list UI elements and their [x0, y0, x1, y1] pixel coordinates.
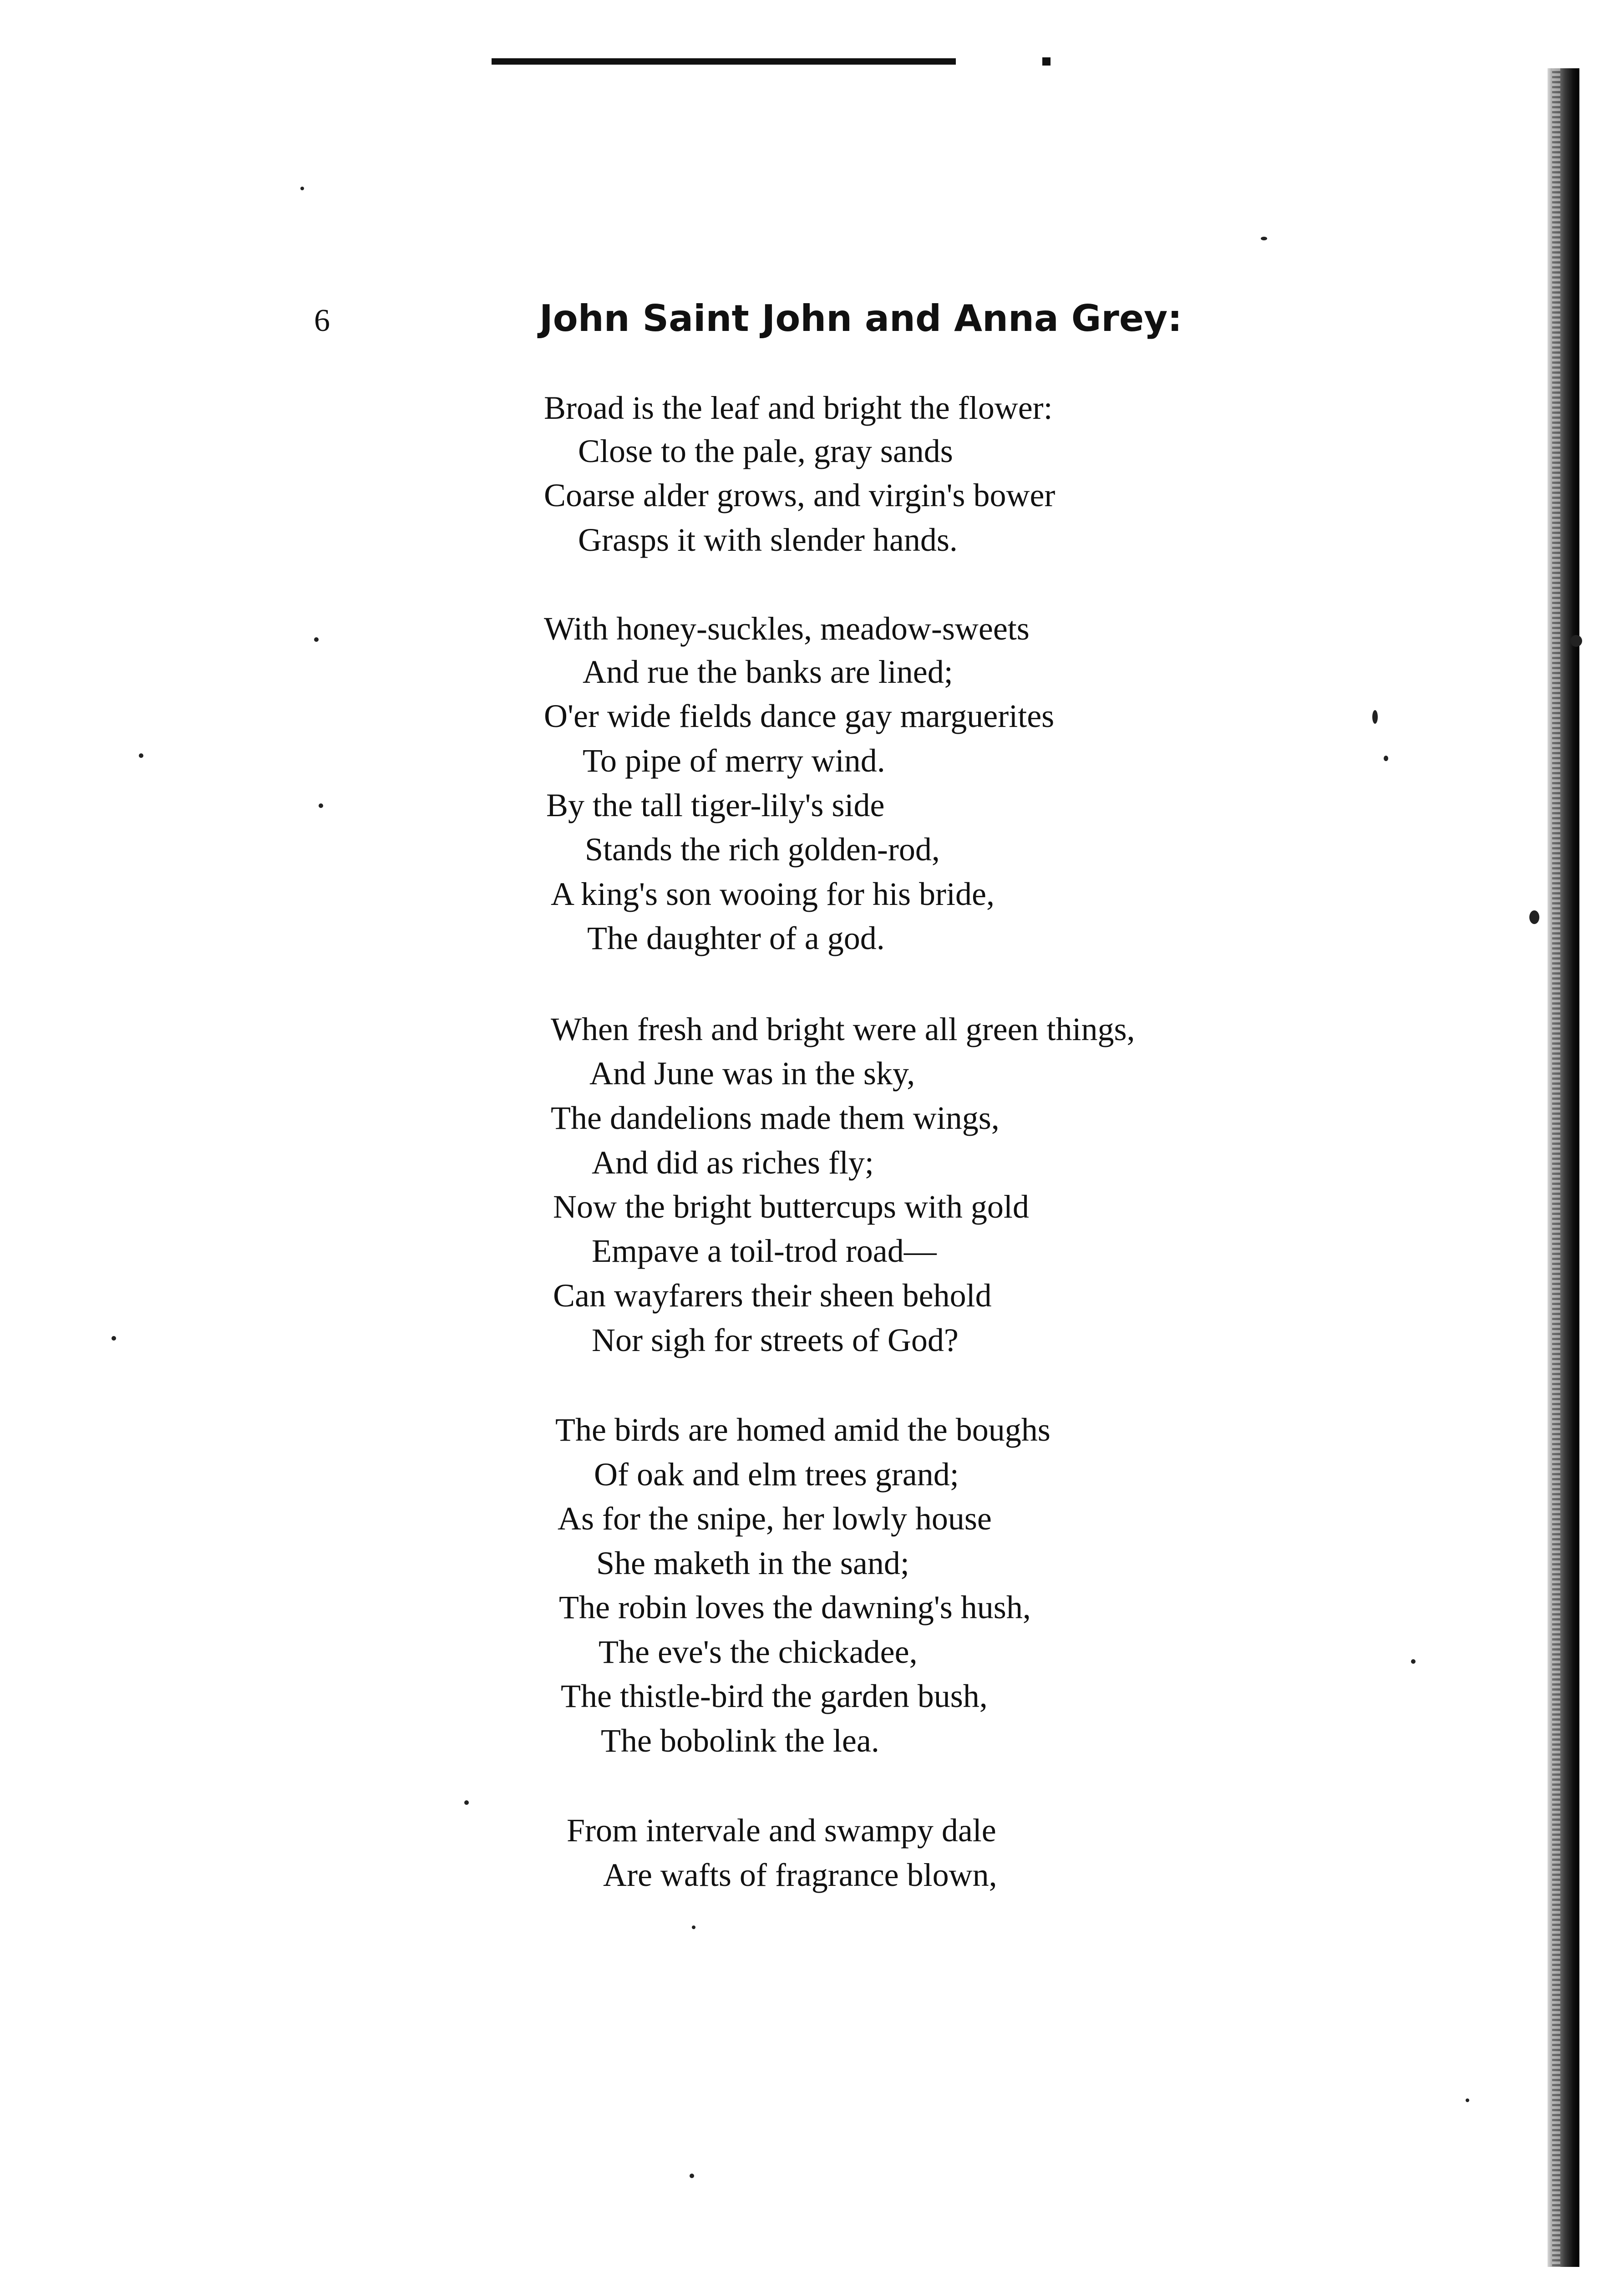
poem-line: The birds are homed amid the boughs — [555, 1412, 1051, 1448]
scan-speck — [464, 1800, 469, 1805]
poem-line: Stands the rich golden-rod, — [585, 831, 940, 868]
poem-line: Now the bright buttercups with gold — [553, 1189, 1029, 1225]
poem-line: Empave a toil-trod road— — [592, 1233, 937, 1269]
scan-speck — [1372, 710, 1378, 724]
poem-line: The robin loves the dawning's hush, — [559, 1589, 1031, 1626]
poem-line: Can wayfarers their sheen behold — [553, 1277, 992, 1314]
scan-speck — [300, 187, 304, 190]
poem-line: With honey-suckles, meadow-sweets — [544, 610, 1030, 647]
poem-title: John Saint John and Anna Grey: — [539, 297, 1182, 340]
poem-line: When fresh and bright were all green things, — [551, 1011, 1135, 1047]
scan-speck — [690, 2174, 694, 2178]
poem-line: Broad is the leaf and bright the flower: — [544, 390, 1053, 426]
poem-line: The eve's the chickadee, — [599, 1634, 918, 1670]
poem-line: The daughter of a god. — [587, 920, 885, 956]
poem-line: Grasps it with slender hands. — [578, 522, 958, 558]
scan-speck — [1261, 237, 1267, 240]
poem-line: As for the snipe, her lowly house — [558, 1500, 992, 1537]
poem-line: O'er wide fields dance gay marguerites — [544, 698, 1055, 734]
scan-speck — [1570, 635, 1582, 647]
scan-speck — [139, 753, 143, 758]
poem-line: By the tall tiger-lily's side — [546, 787, 885, 823]
scan-speck — [692, 1925, 695, 1929]
scan-speck — [1411, 1659, 1416, 1664]
poem-line: She maketh in the sand; — [596, 1545, 909, 1581]
scan-speck — [1529, 910, 1539, 924]
scan-speck — [112, 1336, 116, 1341]
scan-speck — [1466, 2098, 1469, 2102]
poem-line: The dandelions made them wings, — [551, 1100, 1000, 1136]
page-number: 6 — [314, 303, 330, 338]
poem-line: And did as riches fly; — [592, 1144, 874, 1181]
scan-speck — [1384, 756, 1388, 761]
poem-line: To pipe of merry wind. — [583, 742, 885, 779]
poem-line: Are wafts of fragrance blown, — [603, 1857, 997, 1893]
scan-speck — [319, 803, 323, 808]
poem-line: Nor sigh for streets of God? — [592, 1322, 959, 1358]
poem-line: A king's son wooing for his bride, — [551, 876, 995, 912]
poem-line: From intervale and swampy dale — [567, 1812, 996, 1849]
poem-line: And June was in the sky, — [589, 1055, 915, 1092]
poem-line: And rue the banks are lined; — [583, 654, 953, 690]
scan-speck — [314, 637, 319, 642]
poem-line: The bobolink the lea. — [601, 1722, 879, 1759]
poem-line: Coarse alder grows, and virgin's bower — [544, 477, 1056, 513]
poem-line: The thistle-bird the garden bush, — [561, 1678, 988, 1714]
poem-line: Close to the pale, gray sands — [578, 433, 953, 469]
poem-line: Of oak and elm trees grand; — [594, 1456, 959, 1493]
page-edge-scan-shadow — [1548, 68, 1579, 2267]
